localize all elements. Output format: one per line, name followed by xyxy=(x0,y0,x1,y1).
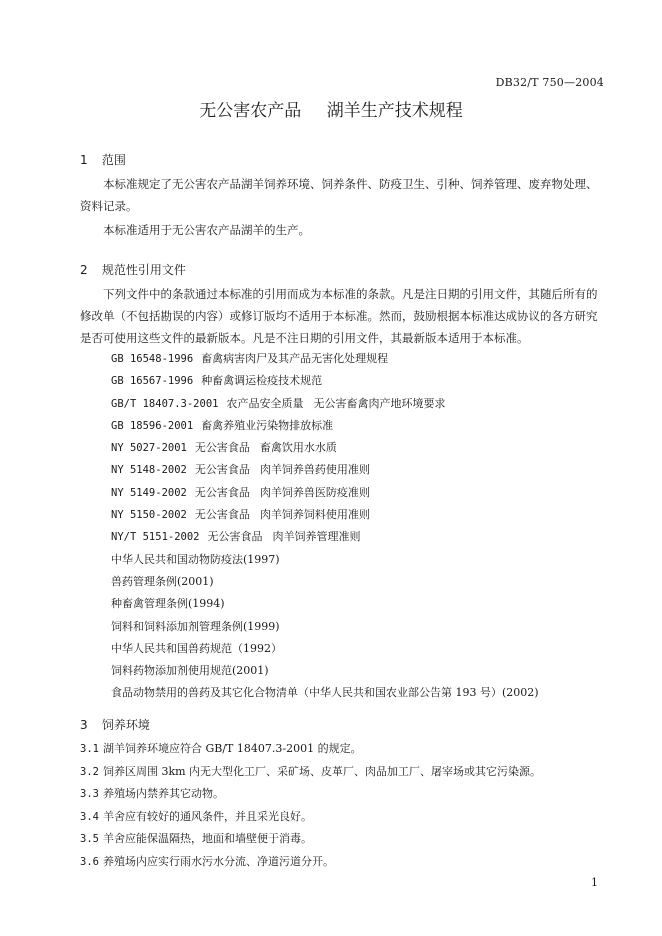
clause-number: 3.4 xyxy=(80,810,99,823)
reference-item xyxy=(111,616,539,638)
reference-title: 农产品安全质量 xyxy=(226,396,304,410)
reference-subtitle: 肉羊饲养饲料使用准则 xyxy=(259,508,370,522)
clause-number: 3.2 xyxy=(80,765,99,778)
clause-text: 湖羊饲养环境应符合 GB/T 18407.3-2001 的规定。 xyxy=(102,742,362,755)
reference-title: 兽药管理条例(2001) xyxy=(111,574,214,588)
reference-item xyxy=(111,571,539,593)
reference-subtitle: 肉羊饲养管理准则 xyxy=(272,530,361,544)
reference-title: 中华人民共和国兽药规范（1992） xyxy=(111,641,282,655)
clause-text: 羊舍应有较好的通风条件，并且采光良好。 xyxy=(102,809,312,823)
reference-title: 畜禽病害肉尸及其产品无害化处理规程 xyxy=(201,352,389,365)
clause-number: 3.3 xyxy=(80,788,99,801)
clause-number: 3.5 xyxy=(80,833,99,846)
reference-title: 无公害食品 xyxy=(194,441,250,455)
reference-code: GB/T 18407.3-2001 xyxy=(111,397,219,410)
reference-code: GB 18596-2001 xyxy=(111,419,194,432)
reference-subtitle: 无公害畜禽肉产地环境要求 xyxy=(313,396,446,410)
reference-title: 中华人民共和国动物防疫法(1997) xyxy=(111,552,280,566)
clause-item xyxy=(80,783,541,806)
reference-item xyxy=(111,415,539,437)
reference-code: NY 5148-2002 xyxy=(111,464,187,477)
document-number: DB32/T 750—2004 xyxy=(495,76,604,89)
title-part-1: 无公害农产品 xyxy=(199,101,302,121)
reference-code: NY/T 5151-2002 xyxy=(111,531,200,544)
page-number: 1 xyxy=(591,876,598,889)
title-part-2: 湖羊生产技术规程 xyxy=(326,101,463,121)
clause-item xyxy=(80,806,541,829)
reference-subtitle: 肉羊饲养兽药使用准则 xyxy=(259,463,370,477)
reference-item xyxy=(111,504,539,526)
section-title: 规范性引用文件 xyxy=(101,263,186,277)
clause-text: 饲养区周围 3km 内无大型化工厂、采矿场、皮革厂、肉品加工厂、屠宰场或其它污染源。 xyxy=(102,764,542,778)
reference-title: 无公害食品 xyxy=(194,463,250,477)
reference-item xyxy=(111,459,539,481)
clause-text: 养殖场内应实行雨水污水分流、净道污道分开。 xyxy=(102,854,334,868)
reference-code: NY 5027-2001 xyxy=(111,442,187,455)
clause-text: 养殖场内禁养其它动物。 xyxy=(102,787,224,801)
reference-title: 饲料药物添加剂使用规范(2001) xyxy=(111,664,269,678)
reference-title: 食品动物禁用的兽药及其它化合物清单（中华人民共和国农业部公告第 193 号）(2002) xyxy=(111,686,539,700)
reference-title: 种畜禽管理条例(1994) xyxy=(111,597,225,611)
reference-title: 畜禽养殖业污染物排放标准 xyxy=(201,418,334,432)
reference-item xyxy=(111,393,539,415)
reference-item xyxy=(111,638,539,660)
clause-item xyxy=(80,828,541,851)
reference-subtitle: 畜禽饮用水水质 xyxy=(259,441,337,455)
reference-item xyxy=(111,348,539,370)
section-1-paragraph-1: 本标准规定了无公害农产品湖羊饲养环境、饲养条件、防疫卫生、引种、饲养管理、废弃物处理、资料记录。 xyxy=(80,177,598,213)
clause-item xyxy=(80,761,541,784)
clause-item xyxy=(80,851,541,874)
section-3-heading xyxy=(80,716,150,733)
reference-item xyxy=(111,660,539,682)
reference-title: 无公害食品 xyxy=(194,508,250,522)
reference-item xyxy=(111,526,539,548)
reference-item xyxy=(111,682,539,704)
reference-code: NY 5150-2002 xyxy=(111,509,187,522)
page-title xyxy=(0,96,662,121)
reference-code: GB 16567-1996 xyxy=(111,375,194,388)
clause-text: 羊舍应能保温隔热，地面和墙壁便于消毒。 xyxy=(102,832,312,846)
reference-subtitle: 肉羊饲养兽医防疫准则 xyxy=(259,485,370,499)
reference-title: 无公害食品 xyxy=(207,530,263,544)
clause-number: 3.6 xyxy=(80,855,99,868)
clause-item xyxy=(80,738,541,761)
clause-number: 3.1 xyxy=(80,743,99,755)
normative-references-list xyxy=(111,348,539,705)
section-3-clauses xyxy=(80,738,541,874)
reference-title: 无公害食品 xyxy=(194,485,250,499)
section-2-paragraph: 下列文件中的条款通过本标准的引用而成为本标准的条款。凡是注日期的引用文件，其随后所有的修改单（不包括勘误的内容）或修订版均不适用于本标准。然而，鼓励根据本标准达成协议的各方研究是否可使用这些文件的最新版本。凡是不注日期的引用文件，其最新版本适用于本标准。 xyxy=(80,287,598,345)
reference-code: NY 5149-2002 xyxy=(111,486,187,499)
section-1-paragraph-2: 本标准适用于无公害农产品湖羊的生产。 xyxy=(103,223,310,237)
reference-code: GB 16548-1996 xyxy=(111,353,194,365)
section-title: 范围 xyxy=(101,153,126,167)
section-title: 饲养环境 xyxy=(101,718,150,732)
section-1-heading xyxy=(80,151,126,168)
section-number: 2 xyxy=(80,263,88,277)
reference-item xyxy=(111,482,539,504)
reference-title: 饲料和饲料添加剂管理条例(1999) xyxy=(111,619,280,633)
section-number: 3 xyxy=(80,718,88,732)
section-2-heading xyxy=(80,261,186,278)
reference-item xyxy=(111,370,539,392)
reference-item xyxy=(111,549,539,571)
reference-item xyxy=(111,437,539,459)
reference-title: 种畜禽调运检疫技术规范 xyxy=(201,374,323,388)
section-number: 1 xyxy=(80,153,88,167)
reference-item xyxy=(111,593,539,615)
